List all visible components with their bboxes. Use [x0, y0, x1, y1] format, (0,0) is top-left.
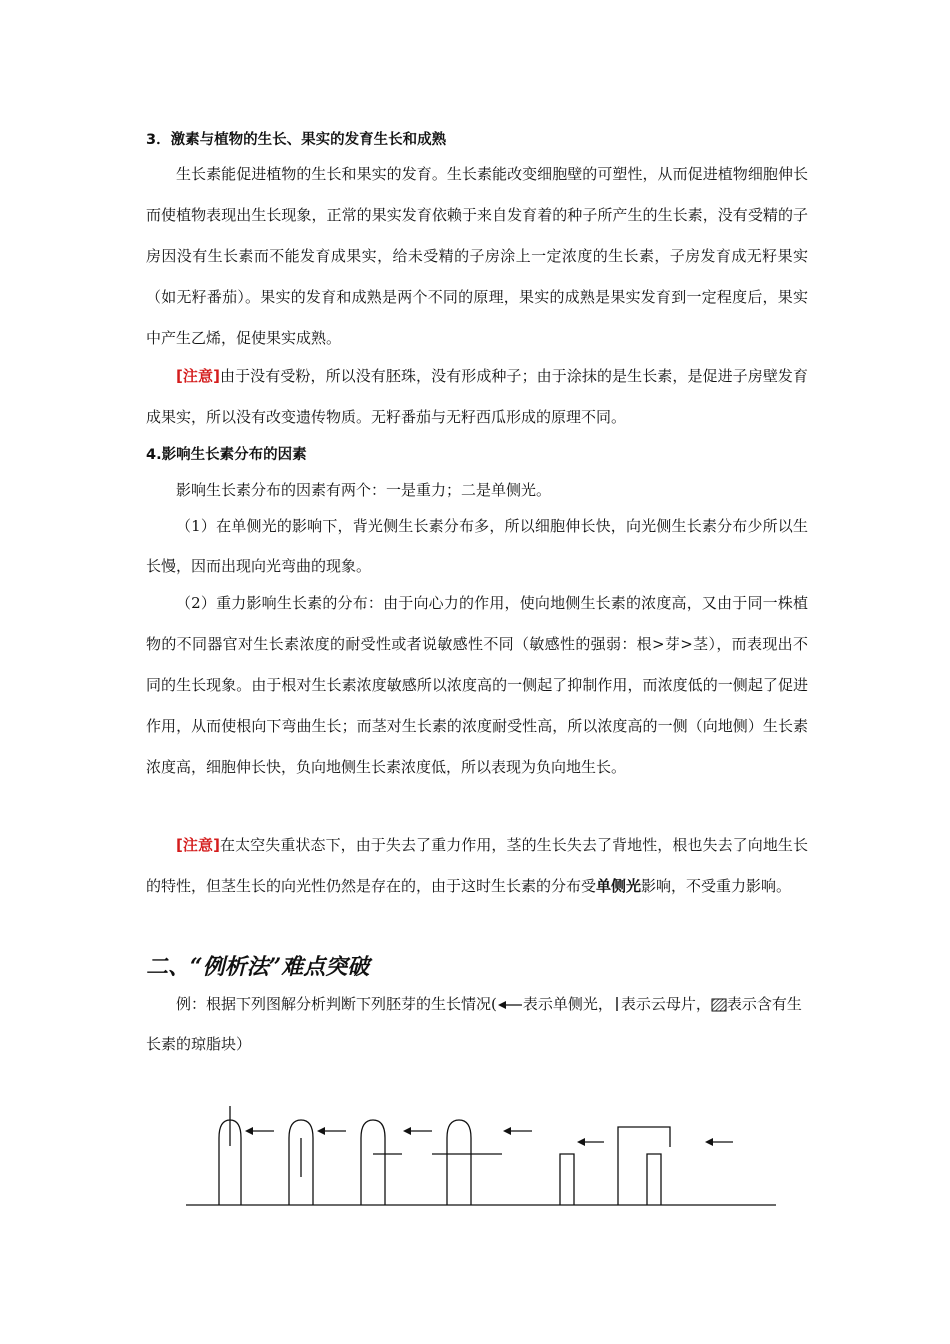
decapitated-coleoptile-6 — [647, 1154, 661, 1205]
coleoptile-4 — [447, 1120, 471, 1205]
decapitated-coleoptile-5 — [560, 1154, 574, 1205]
note-text-after: 影响，不受重力影响。 — [641, 877, 792, 895]
coleoptile-figure — [0, 1090, 950, 1220]
note-label: [注意] — [176, 367, 220, 385]
legend-mica-text: 表示云母片， — [620, 995, 711, 1013]
section-3-heading: 3．激素与植物的生长、果实的发育生长和成熟 — [146, 132, 447, 148]
light-arrowhead-5 — [577, 1138, 585, 1146]
light-arrowhead-1 — [245, 1127, 253, 1135]
legend-light-text: 表示单侧光， — [522, 995, 613, 1013]
section-4-point-1: （1）在单侧光的影响下，背光侧生长素分布多，所以细胞伸长快，向光侧生长素分布少所以生长慢，因而出现向光弯曲的现象。 — [146, 517, 808, 575]
legend-agar-text: 表示含有生长素的琼脂块） — [146, 995, 802, 1053]
light-arrowhead-4 — [503, 1127, 511, 1135]
agar-block-icon — [711, 998, 727, 1012]
opaque-cover-6 — [618, 1127, 670, 1205]
light-arrow-icon — [497, 998, 523, 1012]
example-prefix: 例：根据下列图解分析判断下列胚芽的生长情况( — [176, 995, 497, 1013]
section-4-point-2: （2）重力影响生长素的分布：由于向心力的作用，使向地侧生长素的浓度高，又由于同一株植物的不同器官对生长素浓度的耐受性或者说敏感性不同（敏感性的强弱：根>芽>茎），而表现出不同的生长现象。由于根对生长素浓度敏感所以浓度高的一侧起了抑制作用，而浓度低的一侧起了促进作用，从而使根向下弯曲生长；而茎对生长素的浓度耐受性高，所以浓度高的一侧（向地侧）生长素浓度高，细胞伸长快，负向地侧生长素浓度低，所以表现为负向地生长。 — [146, 594, 808, 776]
note-text-before: 在太空失重状态下，由于失去了重力作用，茎的生长失去了背地性，根也失去了向地生长的特性，但茎生长的向光性仍然是存在的，由于这时生长素的分布受 — [146, 836, 808, 895]
section-4-intro: 影响生长素分布的因素有两个：一是重力；二是单侧光。 — [176, 481, 552, 499]
note-text-bold: 单侧光 — [596, 877, 642, 895]
section-3-paragraph: 生长素能促进植物的生长和果实的发育。生长素能改变细胞壁的可塑性，从而促进植物细胞伸长而使植物表现出生长现象，正常的果实发育依赖于来自发育着的种子所产生的生长素，没有受精的子房因没有生长素而不能发育成果实，给未受精的子房涂上一定浓度的生长素，子房发育成无籽果实（如无籽番茄）。果实的发育和成熟是两个不同的原理，果实的成熟是果实发育到一定程度后，果实中产生乙烯，促使果实成熟。 — [146, 165, 808, 347]
section-4-note — [146, 825, 808, 907]
section-4-heading: 4.影响生长素分布的因素 — [146, 447, 307, 463]
coleoptile-3 — [361, 1120, 385, 1205]
section-two-heading: 二、“例析法”难点突破 — [146, 954, 370, 980]
note-label: [注意] — [176, 836, 220, 854]
note-text: 由于没有受粉，所以没有胚珠，没有形成种子；由于涂抹的是生长素，是促进子房壁发育成果实，所以没有改变遗传物质。无籽番茄与无籽西瓜形成的原理不同。 — [146, 367, 808, 426]
light-arrowhead-6 — [705, 1138, 713, 1146]
light-arrowhead-3 — [403, 1127, 411, 1135]
section-3-note — [146, 356, 808, 438]
example-paragraph — [146, 984, 808, 1064]
mica-sheet-icon — [613, 996, 621, 1012]
light-arrowhead-2 — [317, 1127, 325, 1135]
